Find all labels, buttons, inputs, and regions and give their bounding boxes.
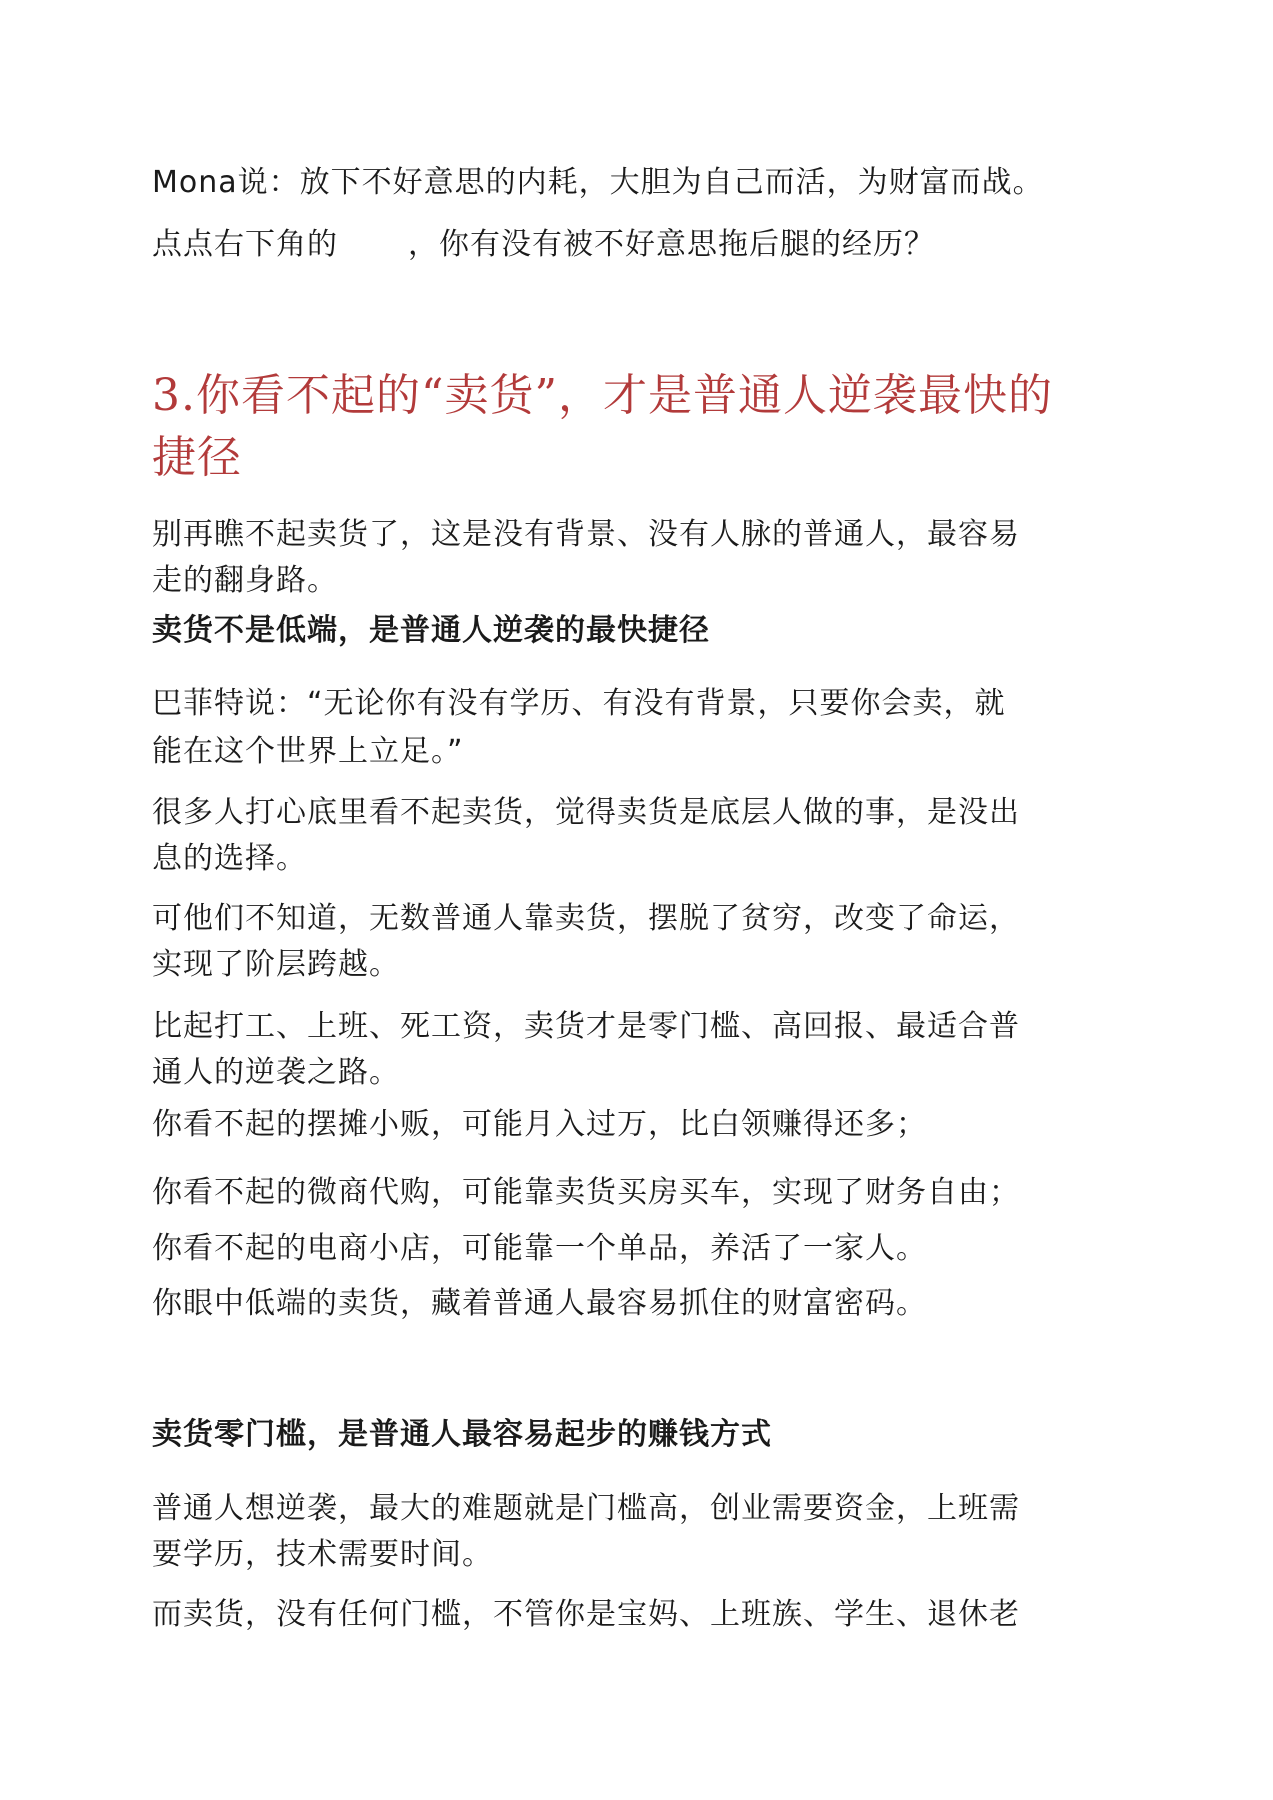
paragraph-9-line-1: 普通人想逆袭，最大的难题就是门槛高，创业需要资金，上班需 bbox=[152, 1491, 1020, 1526]
paragraph-10-line-1: 而卖货，没有任何门槛，不管你是宝妈、上班族、学生、退休老 bbox=[152, 1597, 1020, 1632]
section-heading-line-2: 捷径 bbox=[152, 432, 242, 483]
paragraph-5: 你看不起的摆摊小贩，可能月入过万，比白领赚得还多； bbox=[152, 1107, 927, 1142]
paragraph-1-line-2: 走的翻身路。 bbox=[152, 563, 338, 598]
paragraph-3-line-1: 可他们不知道，无数普通人靠卖货，摆脱了贫穷，改变了命运， bbox=[152, 901, 1020, 936]
paragraph-9-line-2: 要学历，技术需要时间。 bbox=[152, 1537, 493, 1572]
paragraph-4-line-2: 通人的逆袭之路。 bbox=[152, 1055, 400, 1090]
intro-line-2 bbox=[152, 222, 1122, 268]
paragraph-2-line-1: 很多人打心底里看不起卖货，觉得卖货是底层人做的事，是没出 bbox=[152, 795, 1020, 830]
paragraph-4-line-1: 比起打工、上班、死工资，卖货才是零门槛、高回报、最适合普 bbox=[152, 1009, 1020, 1044]
paragraph-2-line-2: 息的选择。 bbox=[152, 841, 307, 876]
quote-line-2: 能在这个世界上立足。” bbox=[152, 734, 464, 769]
subheading-1: 卖货不是低端，是普通人逆袭的最快捷径 bbox=[152, 613, 710, 648]
section-heading-line-1: 3.你看不起的“卖货”，才是普通人逆袭最快的 bbox=[152, 370, 1053, 421]
paragraph-8: 你眼中低端的卖货，藏着普通人最容易抓住的财富密码。 bbox=[152, 1286, 927, 1321]
quote-line-1: 巴菲特说：“无论你有没有学历、有没有背景，只要你会卖，就 bbox=[152, 686, 1006, 721]
paragraph-6: 你看不起的微商代购，可能靠卖货买房买车，实现了财务自由； bbox=[152, 1175, 1020, 1210]
paragraph-1-line-1: 别再瞧不起卖货了，这是没有背景、没有人脉的普通人，最容易 bbox=[152, 517, 1020, 552]
intro-line-2-before: 点点右下角的 bbox=[152, 227, 338, 262]
intro-line-1: Mona说：放下不好意思的内耗，大胆为自己而活，为财富而战。 bbox=[152, 165, 1044, 200]
paragraph-3-line-2: 实现了阶层跨越。 bbox=[152, 947, 400, 982]
intro-line-2-after: ，你有没有被不好意思拖后腿的经历？ bbox=[408, 227, 935, 262]
subheading-2: 卖货零门槛，是普通人最容易起步的赚钱方式 bbox=[152, 1417, 772, 1452]
paragraph-7: 你看不起的电商小店，可能靠一个单品，养活了一家人。 bbox=[152, 1231, 927, 1266]
